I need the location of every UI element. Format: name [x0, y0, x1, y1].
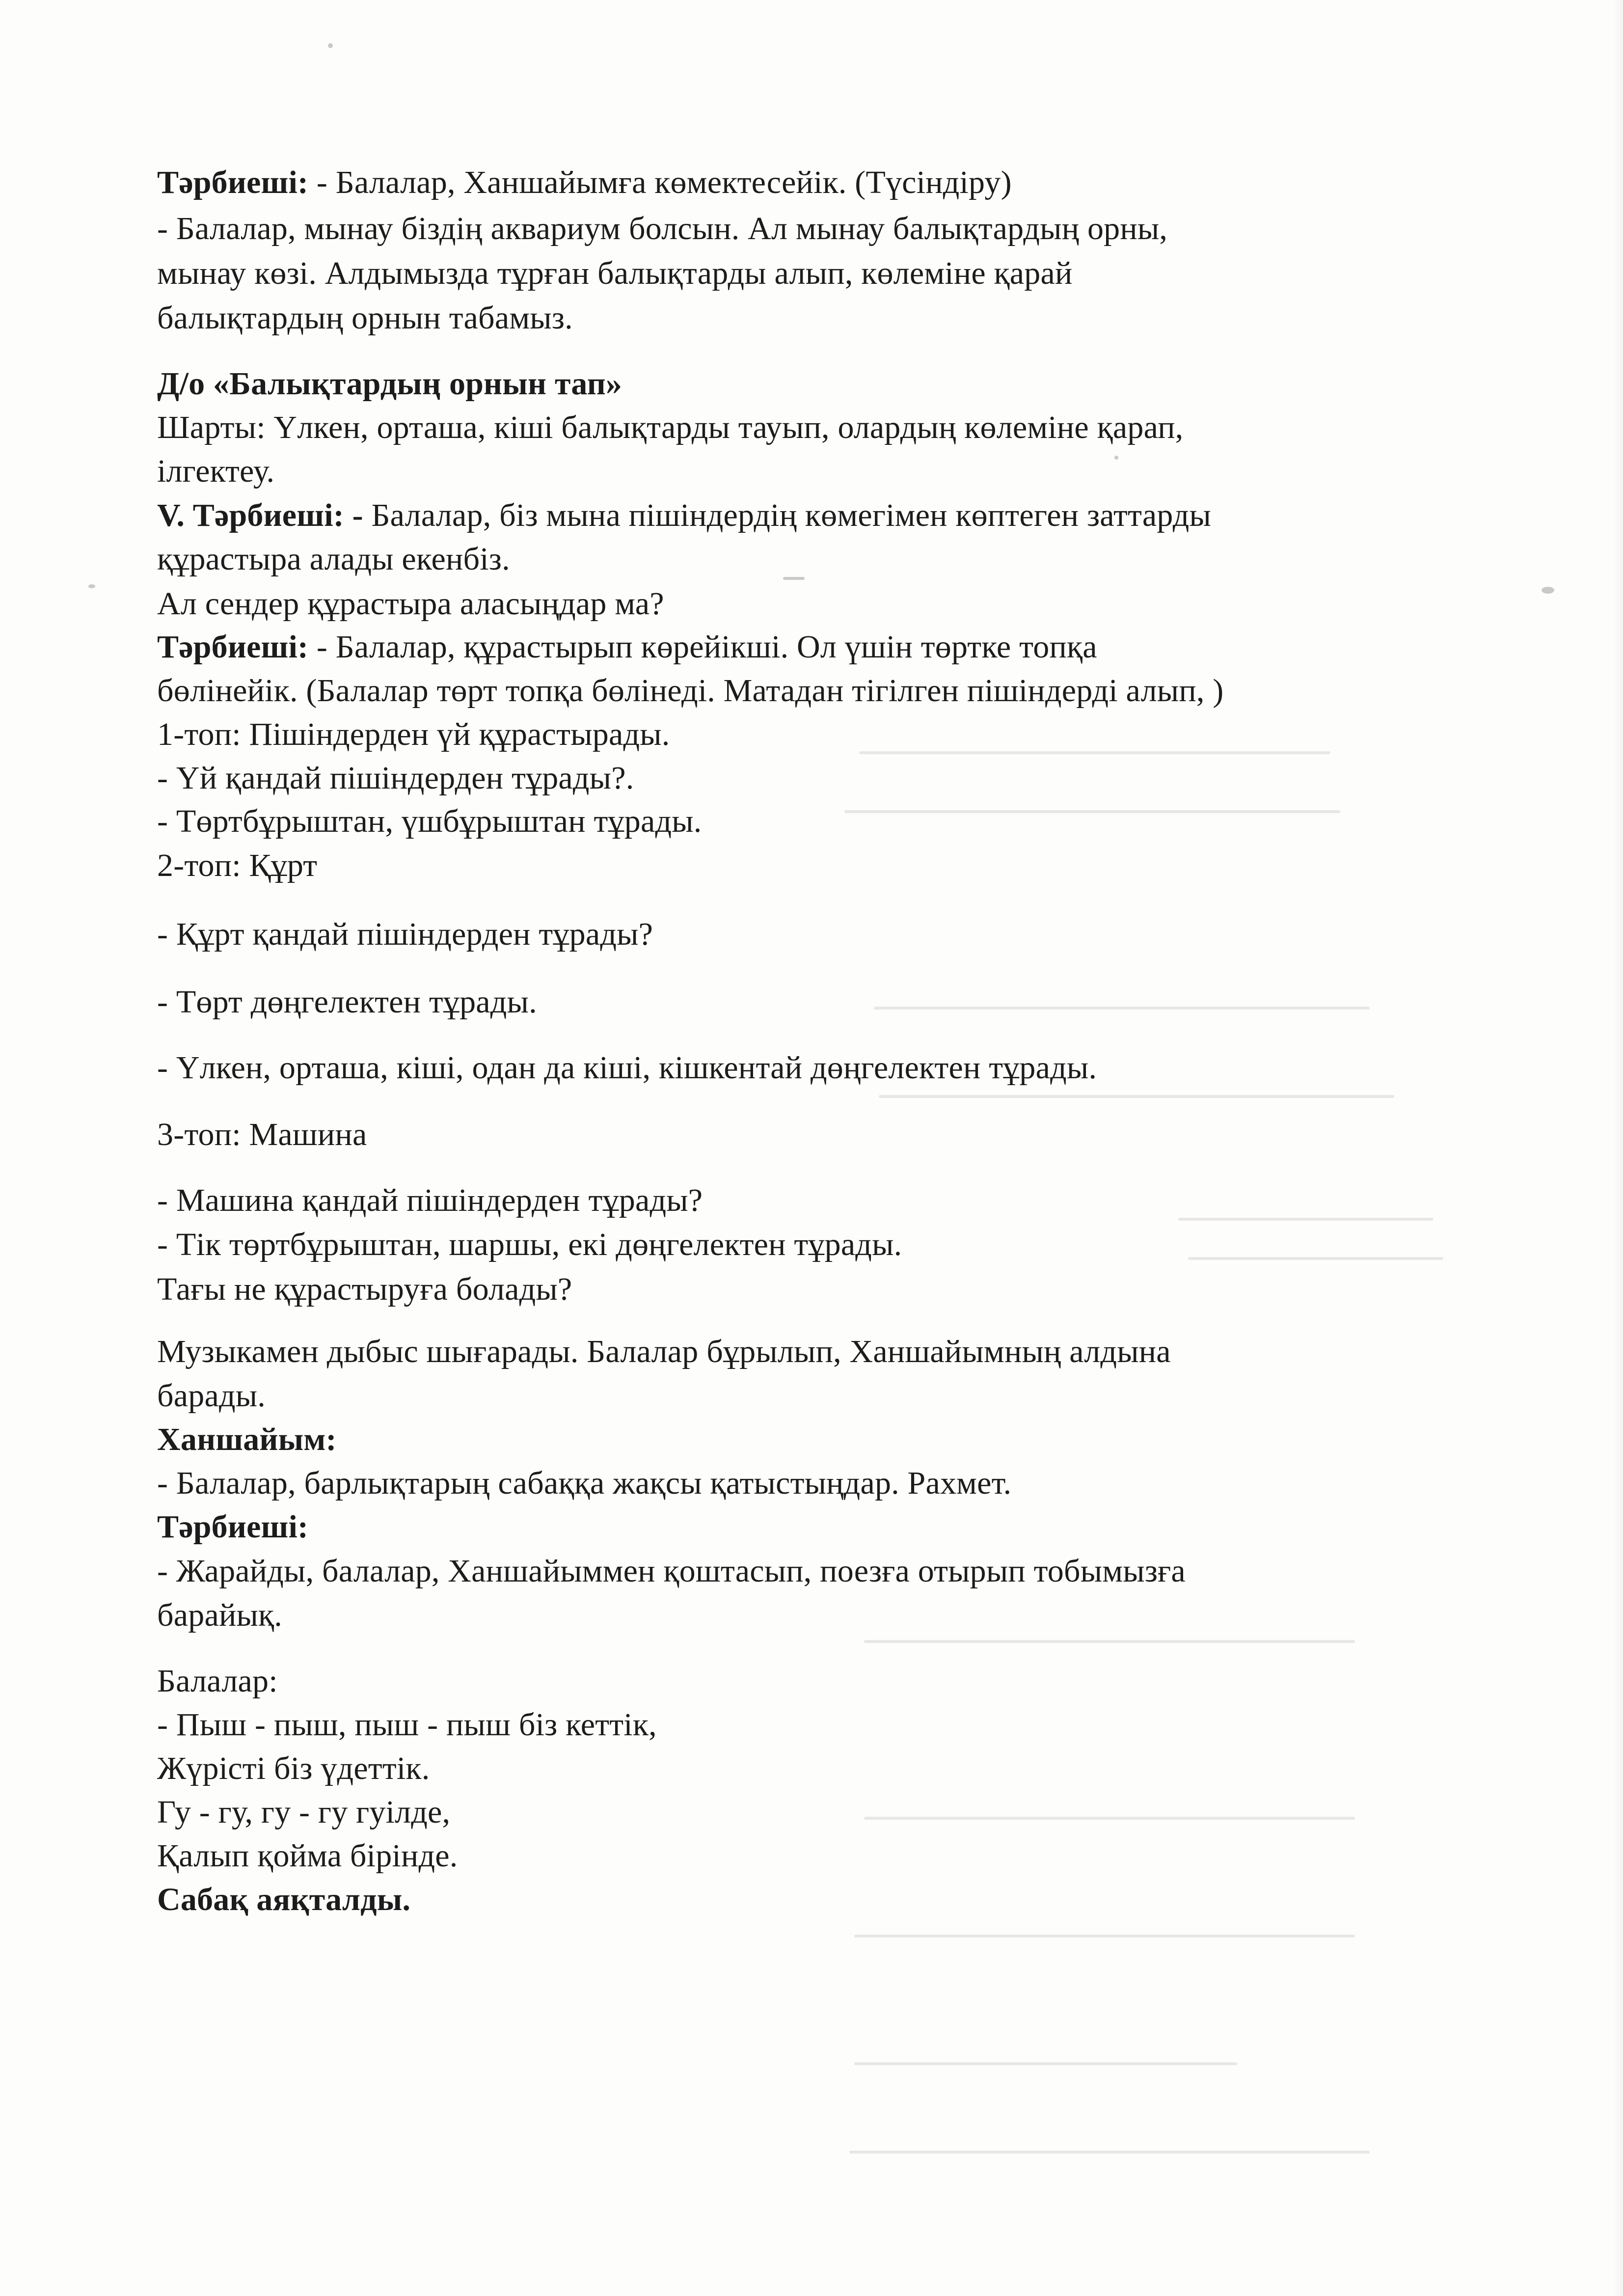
text-line: - Балалар, барлықтарың сабаққа жақсы қатыстыңдар. Рахмет. [157, 1465, 1012, 1501]
speaker-teacher: Тәрбиеші: [157, 1509, 309, 1545]
bleed-through-mark [844, 810, 1340, 813]
bleed-through-mark [854, 2062, 1237, 2065]
text-line: барайық. [157, 1597, 282, 1633]
paragraph-teacher-1 [157, 161, 1012, 205]
bleed-through-mark [1188, 1257, 1443, 1260]
bleed-through-mark [874, 1007, 1370, 1010]
text-line: құрастыра алады екенбіз. [157, 541, 510, 577]
poem-line: Гу - гу, гу - гу гуілде, [157, 1794, 451, 1830]
text-line: - Құрт қандай пішіндерден тұрады? [157, 916, 653, 952]
poem-line: Жүрісті біз үдеттік. [157, 1750, 430, 1786]
text-line: - Төртбұрыштан, үшбұрыштан тұрады. [157, 803, 702, 839]
lesson-end: Сабақ аяқталды. [157, 1882, 411, 1917]
bleed-through-mark [864, 1817, 1355, 1820]
text-line: бөлінейік. (Балалар төрт топқа бөлінеді. Матадан тігілген пішіндерді алып, ) [157, 673, 1224, 709]
speaker-label: V. Тәрбиеші: - [157, 497, 363, 533]
text-line: 2-топ: Құрт [157, 847, 318, 883]
speech-text: - Балалар, құрастырып көрейікші. Ол үшін төртке топқа [308, 629, 1097, 665]
text-line: 1-топ: Пішіндерден үй құрастырады. [157, 716, 670, 752]
scan-speck [328, 43, 333, 48]
bleed-through-mark [849, 2151, 1370, 2154]
bleed-through-mark [854, 1935, 1355, 1938]
speaker-queen: Ханшайым: [157, 1421, 337, 1457]
text-line: - Төрт дөңгелектен тұрады. [157, 984, 537, 1020]
text-line: Музыкамен дыбыс шығарады. Балалар бұрылып, Ханшайымның алдына [157, 1334, 1171, 1369]
text-line: - Үлкен, орташа, кіші, одан да кіші, кішкентай дөңгелектен тұрады. [157, 1050, 1097, 1086]
text-line: мынау көзі. Алдымызда тұрған балықтарды алып, көлеміне қарай [157, 255, 1073, 291]
poem-line: Қалып қойма бірінде. [157, 1838, 458, 1874]
bleed-through-mark [1178, 1218, 1434, 1221]
bleed-through-mark [879, 1095, 1394, 1098]
text-line: Ал сендер құрастыра аласыңдар ма? [157, 586, 664, 622]
text-line: Тағы не құрастыруға болады? [157, 1271, 572, 1307]
text-line: - Балалар, мынау біздің аквариум болсын. Ал мынау балықтардың орны, [157, 211, 1168, 246]
speaker-label: Тәрбиеші: [157, 164, 309, 200]
speech-text: - Балалар, Ханшайымға көмектесейік. (Түсіндіру) [308, 164, 1012, 200]
text-line: - Тік төртбұрыштан, шаршы, екі дөңгелектен тұрады. [157, 1227, 902, 1262]
text-line: Балалар: [157, 1663, 278, 1699]
scan-speck [783, 577, 805, 580]
page-edge-shadow [1612, 0, 1623, 2296]
paragraph-teacher-2 [157, 493, 1211, 538]
speech-text: Балалар, біз мына пішіндердің көмегімен көптеген заттарды [363, 497, 1212, 533]
scan-speck [1114, 456, 1118, 460]
scan-speck [88, 584, 95, 588]
text-line: - Үй қандай пішіндерден тұрады?. [157, 760, 634, 796]
text-line: барады. [157, 1378, 266, 1414]
bleed-through-mark [864, 1640, 1355, 1643]
poem-line: - Пыш - пыш, пыш - пыш біз кеттік, [157, 1707, 657, 1743]
paragraph-teacher-3 [157, 625, 1097, 669]
text-line: 3-топ: Машина [157, 1117, 367, 1152]
scan-speck [1542, 587, 1554, 594]
game-title: Д/о «Балықтардың орнын тап» [157, 366, 622, 402]
text-line: ілгектеу. [157, 453, 275, 489]
text-line: балықтардың орнын табамыз. [157, 300, 573, 336]
speaker-label: Тәрбиеші: [157, 629, 309, 665]
text-line: - Машина қандай пішіндерден тұрады? [157, 1182, 703, 1218]
text-line: Шарты: Үлкен, орташа, кіші балықтарды тауып, олардың көлеміне қарап, [157, 410, 1184, 445]
text-line: - Жарайды, балалар, Ханшайыммен қоштасып, поезға отырып тобымызға [157, 1553, 1186, 1589]
bleed-through-mark [859, 751, 1330, 754]
